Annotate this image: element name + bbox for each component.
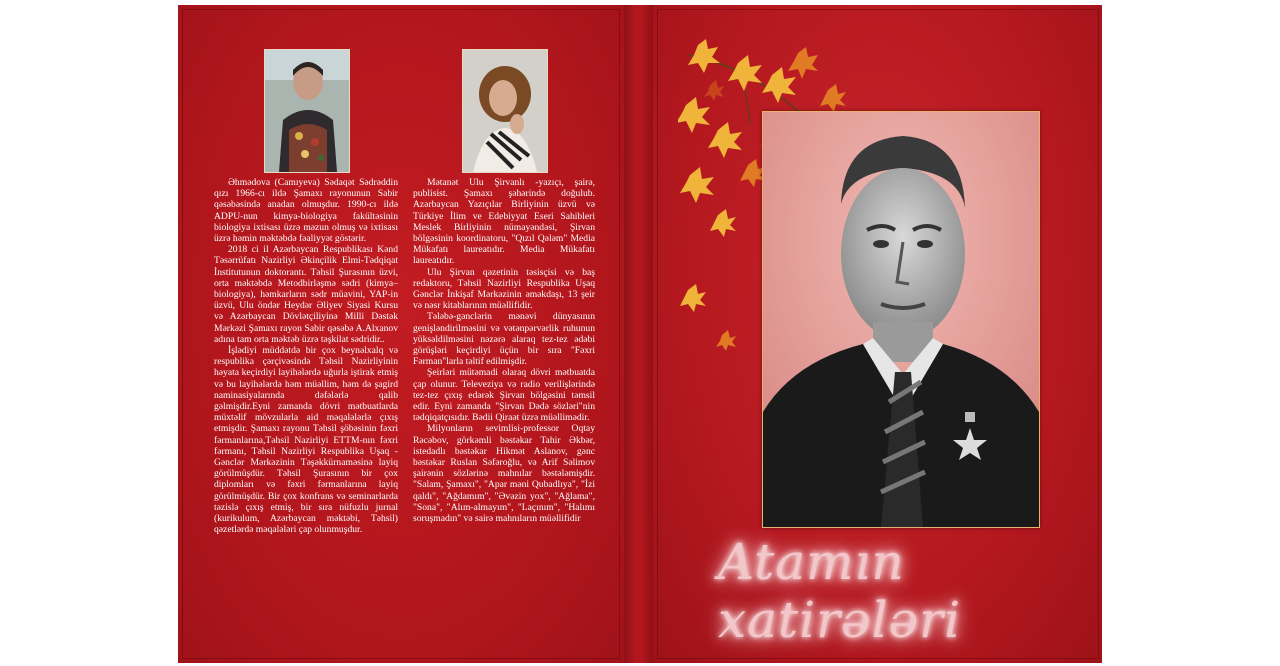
paragraph: Şeirləri mütəmadi olaraq dövri mətbuatda çap olunur. Televeziya və radio verilişlərində tez-tez çıxış edərək Şirvan bölgəsini təmsil edir. Eyni zamanda "Şirvan Dədə sözləri"nin tədqiqatçısıdır. Bədii Qiraət üzrə müəllimədir. (413, 367, 595, 424)
author-photo-ulu-shirvanli (462, 49, 548, 173)
book-spine (624, 5, 653, 663)
book-title: Atamın xatirələri (718, 533, 962, 649)
paragraph: Əhmədova (Camıyeva) Sədaqət Sədrəddin qızı 1966-cı ildə Şamaxı rayonunun Sabir qəsəbəsində anadan olmuşdur. 1990-cı ildə ADPU-nun kimya-biologiya fakültəsinin biologiya ixtisası üzrə məzun olmuş və ixtisası üzrə həmin məktəbdə fəaliyyət göstərir. (214, 177, 398, 245)
paragraph: Mətanət Ulu Şirvanlı -yazıçı, şairə, publisist. Şamaxı şəhərində doğulub. Azərbaycan Yazıçılar Birliyinin üzvü və Türkiye İlim ve Edebiyyat Eseri Sahibleri Meslek Birliyinin nümayəndəsi, Şirvan bölgəsinin koordinatoru, "Qızıl Qələm" Media Mükafatı laureatıdır. Media Mükafatı laureatıdır. (413, 177, 595, 267)
author-photo-ahmedova (264, 49, 350, 173)
paragraph: Milyonların sevimlisi-professor Oqtay Rəcəbov, görkəmli bəstəkar Tahir Əkbər, istedadlı bəstəkar Hikmət Aslanov, gənc bəstəkar Ruslan Səfəroğlu, və Arif Səlimov şairənin sözlərinə mahnılar bəstələmişdir. "Salam, Şamaxı", "Apar məni Qubadlıya", "İzi qaldı", "Ağdamım", "Əvəzin yox", "Ağlama", "Sona", "Alım-almayım", "Laçınım", "Halımı soruşmadın" və sairə mahnıların müəllifidir (413, 423, 595, 525)
paragraph: 2018 ci il Azərbaycan Respublikası Kənd Təsərrüfatı Nazirliyi Əkinçilik Elmi-Tədqiqat İnstitutunun doktorantı. Təhsil Şurasının üzvi, orta məktəbdə Metodbirləşmə sədri (kimya–biologiya), həmkarların sədr müavini, YAP-in üzvü, Ulu öndər Heydər Əliyev Siyasi Kursu və Azərbaycan Dövlətçiliyinə Milli Dəstək Mərkəzi Şamaxı rayon Sabir qəsəbə A.Alxanov adına tam orta məktəb üzrə təşkilat sədridir.. (214, 244, 398, 345)
text-column-ahmedova (214, 177, 398, 617)
left-page (178, 5, 625, 663)
paragraph: Ulu Şirvan qəzetinin təsisçisi və baş redaktoru, Təhsil Nazirliyi Respublika Uşaq Gənclər İnkişaf Mərkəzinin əməkdaşı, 13 şeir və nəsr kitablarının müəllifidir. (413, 266, 595, 312)
father-portrait (762, 111, 1040, 528)
book-spread (178, 5, 1102, 663)
text-column-ulu-shirvanli (413, 177, 595, 617)
paragraph: İşlədiyi müddətdə bir çox beynəlxalq və respublika çərçivəsində Təhsil Nazirliyinin həyata keçirdiyi layihələrdə uğurla iştirak etmiş və bu layihələrdə həm müəllim, həm də şagird naminasiyalarında dəfələrlə qalib gəlmişdir.Eyni zamanda dövri mətbuatlarda müxtəlif mövzularla aid məqalələrlə çıxış etmişdir. Şamaxı rayonu Təhsil şöbəsinin fəxri fərmanlarına,Təhsil Nazirliyi ETTM-nın fəxri fərmanı, Təhsil Nazirliyi Respublika Uşaq -Gənclər Mərkəzinin Təşəkkürnaməsinə layiq görülmüşdür. Təhsil Şurasının bir çox diplomları və fəxri fərmanlarına layiq görülmüşdür. Bir çox konfrans və seminarlarda təzislə çıxış etmiş, bir sıra nüfuzlu jurnal (kurikulum, Azərbaycan məktəbi, Təhsil) qəzetlərdə məqalələri çap olunmuşdur. (214, 345, 398, 536)
paragraph: Tələbə-gənclərin mənəvi dünyasının genişləndirilməsini və vətənpərvərlik ruhunun yüksəldilməsini nəzərə alaraq tez-tez ədəbi görüşləri keçirdiyi üçün bir sıra "Fəxri Fərman"larla təltif edilmişdir. (413, 311, 595, 368)
